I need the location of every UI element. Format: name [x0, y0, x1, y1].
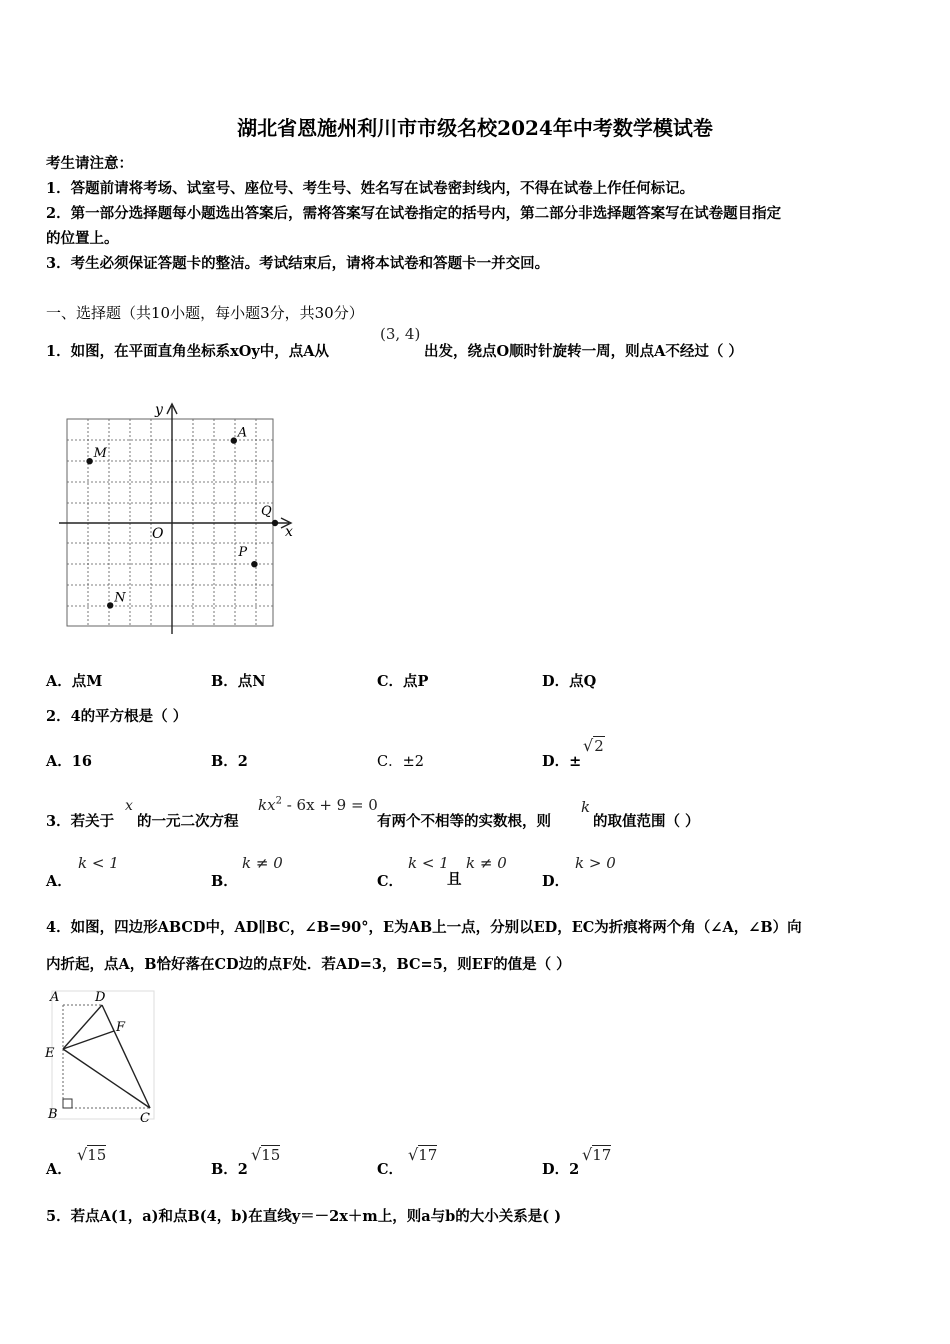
q3-option-b: k ≠ 0	[242, 854, 283, 872]
notice-heading: 考生请注意：	[46, 155, 133, 172]
q3-eq-exp: 2	[275, 795, 282, 807]
q3-stem-tail: 的取值范围（ ）	[593, 813, 700, 830]
q3-stem-mid: 的一元二次方程	[137, 813, 239, 830]
q3-stem-post: 有两个不相等的实数根，则	[377, 813, 551, 830]
q2-option-b: B．2	[211, 753, 248, 770]
q1-point-label-p: P	[238, 545, 248, 561]
q3-var-x: x	[125, 798, 133, 814]
q2-option-d-radicand: 2	[594, 737, 604, 755]
q4-option-d-radicand: 17	[592, 1146, 612, 1164]
q2-option-d: D．±	[542, 753, 582, 770]
q3-equation	[258, 795, 378, 814]
q1-option-b: B．点N	[211, 673, 266, 690]
notice-item-3: 3．考生必须保证答题卡的整洁。考试结束后，请将本试卷和答题卡一并交回。	[46, 255, 550, 272]
q3-option-d: k > 0	[575, 854, 616, 872]
q4-label-f: F	[116, 1020, 126, 1035]
q1-points	[86, 426, 278, 609]
q1-option-a: A．点M	[46, 673, 103, 690]
q4-label-e: E	[45, 1046, 55, 1061]
q1-point-label-m: M	[93, 446, 107, 462]
q4-option-b-sqrt: √15	[251, 1145, 281, 1164]
q1-coordinate: (3, 4)	[380, 325, 421, 343]
q4-option-c-label: C．	[377, 1161, 404, 1178]
q1-stem-post: 出发，绕点O顺时针旋转一周，则点A不经过（ ）	[424, 343, 743, 360]
q3-stem-pre: 3．若关于	[46, 813, 115, 830]
q4-option-a-label: A．	[46, 1161, 72, 1178]
q4-option-a-sqrt: √15	[77, 1145, 107, 1164]
q2-stem: 2．4的平方根是（ ）	[46, 708, 188, 725]
q4-figure	[40, 985, 160, 1125]
q4-option-c-radicand: 17	[418, 1146, 438, 1164]
q1-option-c: C．点P	[377, 673, 429, 690]
q4-stem-line2: 内折起，点A，B恰好落在CD边的点F处．若AD=3，BC=5，则EF的值是（ ）	[46, 956, 571, 973]
q2-option-c: C．±2	[377, 754, 424, 770]
q4-label-a: A	[50, 990, 60, 1005]
q1-coordinate-figure	[55, 398, 300, 638]
q1-origin-label: O	[152, 526, 164, 542]
q3-eq-rest: - 6x + 9 = 0	[281, 796, 378, 814]
q3-eq-k: kx	[258, 796, 276, 814]
q3-var-k: k	[581, 798, 591, 816]
q3-option-c-and: 且	[447, 871, 462, 888]
q1-point-n	[107, 602, 113, 608]
q4-stem-line1: 4．如图，四边形ABCD中，AD∥BC，∠B=90°，E为AB上一点，分别以ED，EC为折痕将两个角（∠A，∠B）向	[46, 919, 802, 936]
q1-point-a	[231, 437, 237, 443]
q1-point-label-q: Q	[261, 504, 272, 519]
q3-option-b-label: B．	[211, 873, 238, 890]
q5-stem: 5．若点A(1，a)和点B(4，b)在直线y＝－2x＋m上，则a与b的大小关系是( )	[46, 1208, 562, 1225]
q1-point-label-a: A	[237, 425, 248, 441]
q3-option-c-part1: k < 1	[408, 854, 449, 872]
q4-option-d-label: D．2	[542, 1161, 580, 1178]
q4-fold-lines	[63, 1005, 150, 1108]
q4-label-d: D	[95, 990, 106, 1005]
page-title: 湖北省恩施州利川市市级名校2024年中考数学模试卷	[237, 116, 713, 140]
q3-option-c-label: C．	[377, 873, 404, 890]
q1-stem-pre: 1．如图，在平面直角坐标系xOy中，点A从	[46, 343, 330, 360]
q3-option-a-label: A．	[46, 873, 72, 890]
q4-label-b: B	[48, 1107, 58, 1122]
q1-y-label: y	[155, 402, 163, 418]
notice-item-2: 2．第一部分选择题每小题选出答案后，需将答案写在试卷指定的括号内，第二部分非选择题答案写在试卷题目指定	[46, 205, 782, 222]
section-heading: 一、选择题（共10小题，每小题3分，共30分）	[46, 304, 364, 322]
q4-option-d-sqrt: √17	[582, 1145, 612, 1164]
q1-x-label: x	[285, 524, 293, 540]
notice-item-1: 1．答题前请将考场、试室号、座位号、考生号、姓名写在试卷密封线内，不得在试卷上作任何标记。	[46, 180, 695, 197]
q1-point-p	[251, 561, 257, 567]
q1-point-m	[86, 458, 92, 464]
q1-point-q	[272, 520, 278, 526]
q3-option-d-label: D．	[542, 873, 570, 890]
q4-right-angle-mark	[63, 1099, 72, 1108]
q1-point-label-n: N	[114, 590, 126, 606]
q4-option-b-label: B．2	[211, 1161, 248, 1178]
q2-option-d-sqrt: √2	[583, 736, 604, 755]
q4-label-c: C	[140, 1111, 150, 1125]
q3-option-c-part2: k ≠ 0	[466, 854, 507, 872]
q4-option-a-radicand: 15	[87, 1146, 107, 1164]
q4-option-b-radicand: 15	[261, 1146, 281, 1164]
q3-option-a: k < 1	[78, 854, 119, 872]
q2-option-a: A．16	[46, 753, 92, 770]
q4-option-c-sqrt: √17	[408, 1145, 438, 1164]
notice-item-2-cont: 的位置上。	[46, 230, 119, 247]
q1-option-d: D．点Q	[542, 673, 597, 690]
